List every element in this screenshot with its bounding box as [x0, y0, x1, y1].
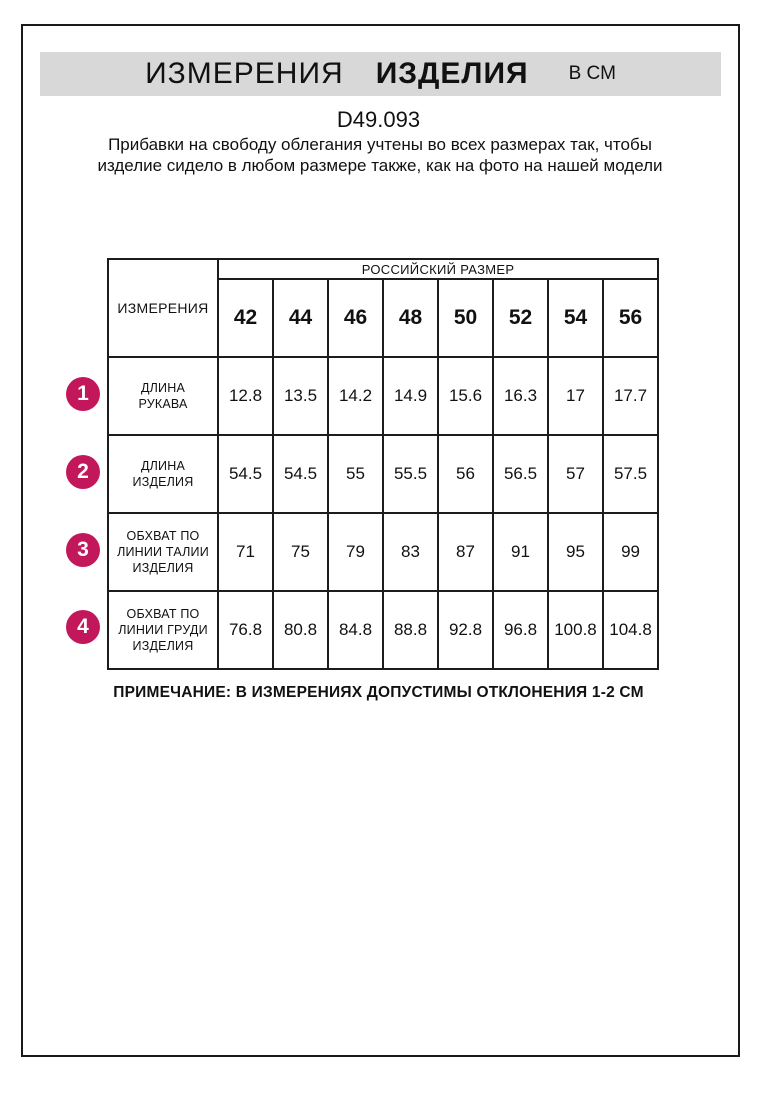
measurements-table [107, 258, 659, 670]
table-cell: 55 [328, 435, 383, 513]
table-cell: 17.7 [603, 357, 658, 435]
table-cell: 14.2 [328, 357, 383, 435]
row-number-badge-2: 2 [66, 455, 100, 489]
table-cell: 55.5 [383, 435, 438, 513]
table-cell: 56.5 [493, 435, 548, 513]
page-title-measurements: ИЗМЕРЕНИЯ [145, 57, 344, 90]
table-cell: 57 [548, 435, 603, 513]
table-cell: 54.5 [218, 435, 273, 513]
size-group-header: РОССИЙСКИЙ РАЗМЕР [218, 259, 658, 279]
table-cell: 76.8 [218, 591, 273, 669]
table-cell: 104.8 [603, 591, 658, 669]
table-row-waist-girth [108, 513, 658, 591]
table-cell: 87 [438, 513, 493, 591]
table-cell: 80.8 [273, 591, 328, 669]
table-cell: 56 [438, 435, 493, 513]
table-cell: 96.8 [493, 591, 548, 669]
table-cell: 88.8 [383, 591, 438, 669]
table-cell: 100.8 [548, 591, 603, 669]
page-title-garment: ИЗДЕЛИЯ [375, 57, 529, 90]
row-number-badge-4: 4 [66, 610, 100, 644]
intro-text: Прибавки на свободу облегания учтены во всех размерах так, чтобы изделие сидело в любом размере также, как на фото на нашей модели [97, 135, 663, 175]
size-column-header-46: 46 [328, 279, 383, 357]
size-column-header-42: 42 [218, 279, 273, 357]
table-cell: 17 [548, 357, 603, 435]
table-cell: 99 [603, 513, 658, 591]
size-column-header-56: 56 [603, 279, 658, 357]
page-title-unit: В СМ [568, 63, 616, 84]
table-cell: 12.8 [218, 357, 273, 435]
table-cell: 14.9 [383, 357, 438, 435]
table-cell: 15.6 [438, 357, 493, 435]
size-column-header-52: 52 [493, 279, 548, 357]
row-label: ДЛИНА ИЗДЕЛИЯ [108, 435, 218, 513]
size-column-header-54: 54 [548, 279, 603, 357]
table-row-chest-girth [108, 591, 658, 669]
table-cell: 84.8 [328, 591, 383, 669]
row-number-badge-3: 3 [66, 533, 100, 567]
table-cell: 95 [548, 513, 603, 591]
table-row-garment-length [108, 435, 658, 513]
table-cell: 54.5 [273, 435, 328, 513]
row-label: ОБХВАТ ПО ЛИНИИ ТАЛИИ ИЗДЕЛИЯ [108, 513, 218, 591]
model-code: D49.093 [336, 107, 421, 132]
size-column-header-50: 50 [438, 279, 493, 357]
row-label: ОБХВАТ ПО ЛИНИИ ГРУДИ ИЗДЕЛИЯ [108, 591, 218, 669]
table-corner-header: ИЗМЕРЕНИЯ [108, 259, 218, 357]
table-cell: 13.5 [273, 357, 328, 435]
table-cell: 57.5 [603, 435, 658, 513]
table-cell: 92.8 [438, 591, 493, 669]
table-cell: 91 [493, 513, 548, 591]
table-cell: 16.3 [493, 357, 548, 435]
table-row-sleeve-length [108, 357, 658, 435]
note-text: ПРИМЕЧАНИЕ: В ИЗМЕРЕНИЯХ ДОПУСТИМЫ ОТКЛОНЕНИЯ 1-2 СМ [113, 684, 644, 701]
size-column-header-48: 48 [383, 279, 438, 357]
row-label: ДЛИНА РУКАВА [108, 357, 218, 435]
table-cell: 71 [218, 513, 273, 591]
title-band [40, 52, 721, 96]
size-column-header-44: 44 [273, 279, 328, 357]
table-cell: 79 [328, 513, 383, 591]
table-cell: 75 [273, 513, 328, 591]
table-cell: 83 [383, 513, 438, 591]
row-number-badge-1: 1 [66, 377, 100, 411]
